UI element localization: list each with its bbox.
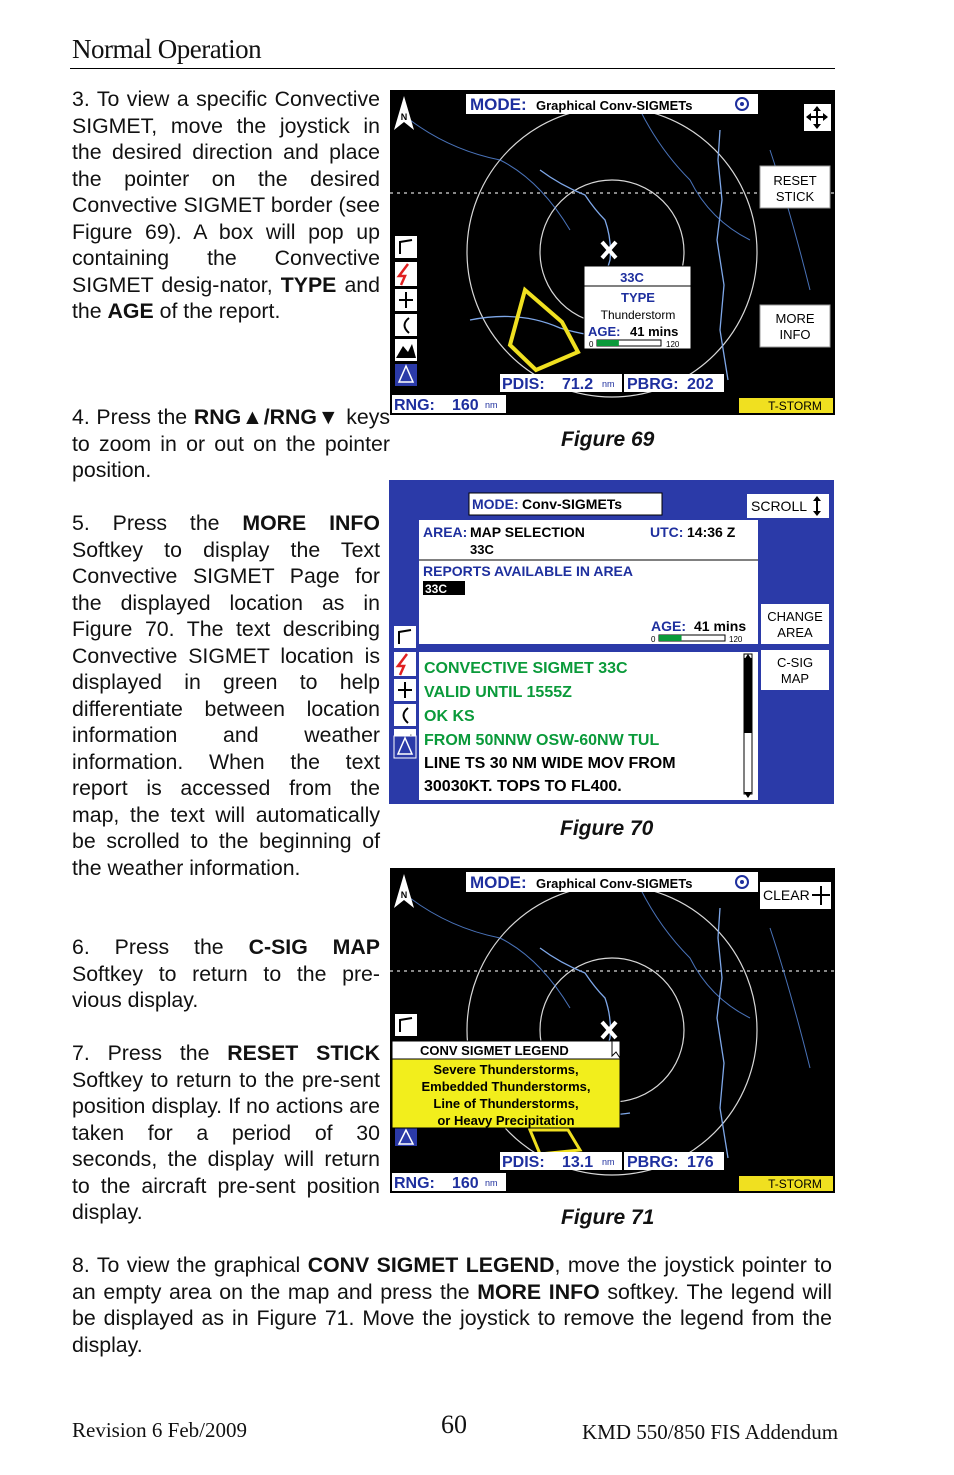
popup-bar-max: 120 [666,340,680,349]
mode-value: Graphical Conv-SIGMETs [536,876,693,891]
mode-label: MODE: [470,873,527,892]
mode-label: MODE: [470,95,527,114]
step-8-bold-legend: CONV SIGMET LEGEND [307,1253,555,1277]
clear-button[interactable] [760,882,831,909]
range-value: 160 [452,1175,479,1192]
popup-type-label: TYPE [621,290,655,305]
legend-line-3: Line of Thunderstorms, [433,1096,579,1111]
step-7-paragraph [72,1040,380,1226]
pdis-unit: nm [602,1157,615,1167]
figure-71-screen [390,868,835,1193]
svg-text:RNG:: RNG: [394,1175,435,1192]
step-6-text-end: Softkey to return to the pre-vious display. [72,961,380,1012]
step-8-text-mid: , move the joystick pointer to an empty area on the map and press the [72,1253,832,1304]
figure-69-caption: Figure 69 [561,428,655,451]
svg-text:PBRG:: PBRG: [627,1154,679,1171]
step-8-text: 8. To view the graphical [72,1253,308,1277]
figure-69-screen [390,90,835,415]
footer-page-number: 60 [441,1410,467,1439]
legend-line-4: or Heavy Precipitation [437,1113,575,1128]
pbrg-value: 202 [687,376,714,393]
step-7-text-end: Softkey to return to the pre-sent position display. If no actions are taken for a period of 30 seconds, the display will return to the aircraft pre-sent position display. [72,1067,380,1224]
step-8-paragraph [72,1252,832,1358]
step-3-bold-age: AGE [107,299,154,323]
svg-text:PDIS:: PDIS: [502,1154,545,1171]
svg-text:nm: nm [485,400,498,410]
utc-value: 14:36 Z [687,524,736,540]
step-8-text-end: softkey. The legend will be displayed as in Figure 71. Move the joystick to remove the legend from the display. [72,1279,832,1357]
svg-text:STICK: STICK [775,189,815,204]
mode-label: MODE: [472,496,519,512]
utc-label: UTC: [650,524,684,540]
north-label: N [400,890,408,900]
sigmet-line-6: 30030KT. TOPS TO FL400. [424,778,622,795]
svg-text:RESET: RESET [773,173,817,188]
pdis-value: 13.1 [562,1154,594,1171]
mode-value: Conv-SIGMETs [522,496,623,512]
text-scrollbar[interactable] [744,654,752,798]
svg-text:nm: nm [485,1178,498,1188]
step-5-paragraph [72,510,380,881]
pbrg-value: 176 [687,1154,714,1171]
sigmet-line-1: CONVECTIVE SIGMET 33C [424,660,628,677]
step-4-text: 4. Press the [72,405,194,429]
svg-text:PBRG:: PBRG: [627,376,679,393]
svg-text:INFO: INFO [779,327,811,342]
step-8-bold-more-info: MORE INFO [477,1279,600,1304]
reports-available-label: REPORTS AVAILABLE IN AREA [423,563,634,579]
popup-sigmet-id: 33C [620,270,644,285]
range-value: 160 [452,397,479,414]
step-4-text-end: keys to zoom in or out on the pointer position. [72,405,390,482]
area-value: MAP SELECTION [470,524,585,540]
legend-line-2: Embedded Thunderstorms, [421,1079,591,1094]
softkey-csig-map[interactable] [761,650,829,690]
age-bar-max: 120 [729,635,743,644]
age-label: AGE: [651,618,686,634]
svg-text:MORE: MORE [775,311,815,326]
svg-text:CHANGE: CHANGE [767,609,823,624]
softkey-reset-stick[interactable] [760,166,830,208]
step-3-text-end: of the report. [153,299,281,323]
pdis-pbrg-bar [500,1152,724,1171]
range-bar[interactable] [392,395,506,414]
header-rule [70,68,835,69]
svg-text:PDIS:: PDIS: [502,376,545,393]
area-label: AREA: [423,524,468,540]
page-header-title: Normal Operation [72,34,262,64]
footer-document-title: KMD 550/850 FIS Addendum [582,1420,839,1444]
svg-text:CLEAR: CLEAR [763,887,810,903]
scroll-button[interactable] [747,494,829,518]
legend-title: CONV SIGMET LEGEND [420,1043,569,1058]
figure-71-caption: Figure 71 [561,1206,655,1229]
age-bar-min: 0 [651,635,656,644]
status-tstorm-text: T-STORM [768,399,822,413]
svg-text:MAP: MAP [780,671,810,686]
popup-age-bar-fill [597,340,619,346]
sigmet-line-2: VALID UNTIL 1555Z [424,684,572,701]
step-4-bold-rng: RNG▲/RNG▼ [193,405,340,429]
range-bar[interactable] [392,1173,506,1192]
sigmet-line-4: FROM 50NNW OSW-60NW TUL [424,732,660,749]
status-tstorm-text: T-STORM [768,1177,822,1191]
sigmet-info-popup [584,266,691,349]
mode-value: Graphical Conv-SIGMETs [536,98,693,113]
svg-text:RNG:: RNG: [394,397,435,414]
svg-text:C-SIG: C-SIG [776,655,814,670]
popup-bar-min: 0 [589,340,594,349]
layer-icons-column [394,626,416,758]
step-3-bold-type: TYPE [280,272,337,297]
joystick-move-icon[interactable] [804,104,831,131]
svg-text:AREA: AREA [777,625,813,640]
figure-70-caption: Figure 70 [560,817,654,840]
footer-revision: Revision 6 Feb/2009 [72,1418,248,1442]
step-3-text-mid: and the [72,272,380,323]
step-6-paragraph [72,934,380,1014]
step-7-text: 7. Press the [72,1041,228,1065]
pdis-unit: nm [602,379,615,389]
step-4-paragraph [72,404,390,484]
softkey-change-area[interactable] [761,604,829,644]
legend-line-1: Severe Thunderstorms, [433,1062,579,1077]
step-3-text: 3. To view a specific Convective SIGMET, move the joystick in the desired direction and place the pointer on the desired Convective SIGMET border (see Figure 69). A box will pop up containing the Convective SIGMET desig-nator, [72,87,380,297]
step-6-text: 6. Press the [72,935,249,959]
step-5-text-end: Softkey to display the Text Convective SIGMET Page for the displayed location as in Figure 70. The text describing Convective SIGMET location is displayed in green to help differentiate between location information and weather information. When the text report is accessed from the map, the text will automatically be scrolled to the beginning of the weather information. [72,537,380,880]
step-5-bold-more-info: MORE INFO [242,511,380,535]
pdis-pbrg-bar [500,374,724,393]
sigmet-line-5: LINE TS 30 NM WIDE MOV FROM [424,755,676,772]
north-label: N [400,112,408,122]
step-3-paragraph [72,86,380,325]
step-6-bold-csig-map: C-SIG MAP [248,935,381,959]
step-7-bold-reset-stick: RESET STICK [227,1041,380,1065]
age-value: 41 mins [694,618,747,634]
svg-text:SCROLL: SCROLL [751,498,808,514]
softkey-more-info[interactable] [760,305,830,347]
conv-sigmet-legend-popup [392,1040,620,1128]
sigmet-line-3: OK KS [424,708,475,725]
age-bar-fill [659,635,682,641]
pdis-value: 71.2 [562,376,594,393]
area-id: 33C [470,542,494,557]
popup-type-value: Thunderstorm [600,308,676,322]
report-item-text: 33C [425,582,448,596]
popup-age-value: 41 mins [630,324,679,339]
popup-age-label: AGE: [588,324,621,339]
figure-70-screen [389,480,834,804]
step-5-text: 5. Press the [72,511,243,535]
